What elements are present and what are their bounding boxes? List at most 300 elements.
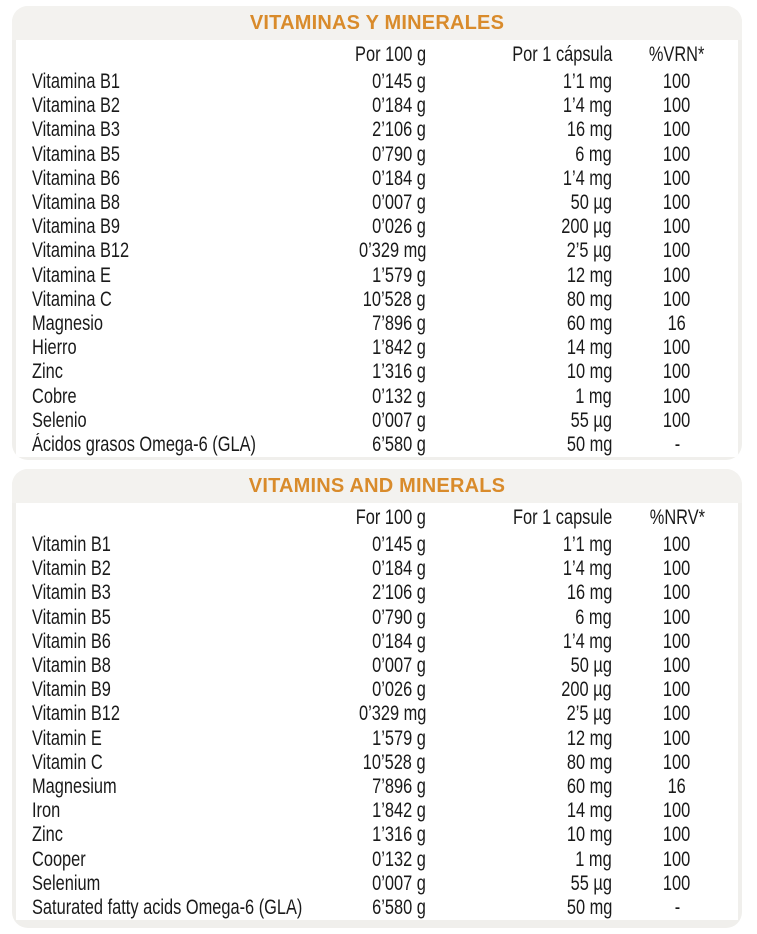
amount-per-capsule-text: 200 µg [561, 215, 612, 239]
nutrient-name-text: Magnesium [32, 774, 117, 798]
amount-per-capsule [426, 94, 612, 118]
amount-per-capsule-text: 50 mg [566, 895, 612, 919]
amount-per-100g [316, 239, 426, 263]
amount-per-capsule [426, 385, 612, 409]
amount-per-capsule-text: 6 mg [575, 605, 612, 629]
amount-per-100g-text: 0’007 g [372, 191, 426, 215]
nrv-percent [612, 94, 732, 118]
nutrient-name-text: Hierro [32, 336, 77, 360]
amount-per-capsule-text: 50 µg [570, 654, 612, 678]
nutrient-name-text: Vitamin B8 [32, 654, 111, 678]
nrv-percent-text: - [674, 432, 680, 456]
table-row [16, 264, 738, 288]
nutrient-name-text: Selenio [32, 408, 87, 432]
amount-per-100g-text: 1’842 g [372, 336, 426, 360]
amount-per-capsule [426, 143, 612, 167]
amount-per-capsule-text: 1’4 mg [562, 94, 612, 118]
nrv-percent [612, 288, 732, 312]
amount-per-capsule-text: 80 mg [566, 750, 612, 774]
amount-per-100g [316, 823, 426, 847]
nutrient-name [16, 264, 316, 288]
nutrient-name [16, 751, 316, 775]
nrv-percent-text: 100 [663, 360, 691, 384]
amount-per-capsule [426, 191, 612, 215]
nrv-percent-text: 100 [663, 336, 691, 360]
amount-per-capsule [426, 727, 612, 751]
nrv-percent-text: 100 [663, 629, 691, 653]
amount-per-100g [316, 606, 426, 630]
table-row [16, 654, 738, 678]
header-nutrient-name [16, 43, 316, 67]
table-row [16, 191, 738, 215]
nutrient-name [16, 557, 316, 581]
amount-per-100g-text: 0’145 g [372, 70, 426, 94]
amount-per-100g-text: 6’580 g [372, 895, 426, 919]
amount-per-capsule-text: 1’1 mg [562, 533, 612, 557]
amount-per-capsule-text: 1’4 mg [562, 629, 612, 653]
table-row [16, 678, 738, 702]
amount-per-100g [316, 336, 426, 360]
amount-per-100g-text: 0’007 g [372, 871, 426, 895]
nrv-percent [612, 630, 732, 654]
table-row [16, 94, 738, 118]
english-panel-title: VITAMINS AND MINERALS [12, 469, 742, 503]
amount-per-capsule-text: 12 mg [566, 726, 612, 750]
nrv-percent-text: 100 [663, 142, 691, 166]
amount-per-capsule-text: 60 mg [566, 311, 612, 335]
amount-per-100g [316, 896, 426, 920]
amount-per-capsule [426, 606, 612, 630]
amount-per-100g [316, 94, 426, 118]
nrv-percent-text: 16 [667, 774, 687, 798]
nrv-percent [612, 751, 732, 775]
amount-per-100g-text: 1’579 g [372, 726, 426, 750]
nutrient-name [16, 775, 316, 799]
amount-per-100g-text: 0’132 g [372, 847, 426, 871]
amount-per-capsule-text: 1’4 mg [562, 557, 612, 581]
nrv-percent [612, 799, 732, 823]
amount-per-capsule [426, 581, 612, 605]
nrv-percent-text: 100 [663, 750, 691, 774]
nrv-percent-text: 100 [663, 823, 691, 847]
nrv-percent [612, 143, 732, 167]
amount-per-capsule [426, 288, 612, 312]
nrv-percent [612, 239, 732, 263]
nrv-percent [612, 823, 732, 847]
amount-per-capsule [426, 167, 612, 191]
amount-per-100g [316, 167, 426, 191]
nrv-percent [612, 654, 732, 678]
nutrient-name-text: Vitamina B9 [32, 215, 121, 239]
amount-per-100g [316, 630, 426, 654]
nrv-percent [612, 848, 732, 872]
amount-per-100g-text: 1’316 g [372, 823, 426, 847]
amount-per-100g [316, 678, 426, 702]
amount-per-100g-text: 0’007 g [372, 408, 426, 432]
nutrient-name-text: Zinc [32, 823, 63, 847]
header-nrv-percent [612, 43, 732, 67]
amount-per-capsule-text: 1 mg [575, 847, 612, 871]
nutrient-name [16, 409, 316, 433]
amount-per-100g [316, 118, 426, 142]
amount-per-capsule [426, 239, 612, 263]
amount-per-capsule [426, 533, 612, 557]
table-row [16, 630, 738, 654]
nutrient-name [16, 433, 316, 457]
nrv-percent [612, 312, 732, 336]
nrv-percent-text: 100 [663, 118, 691, 142]
amount-per-100g-text: 10’528 g [363, 750, 426, 774]
nutrient-name [16, 167, 316, 191]
nutrient-name-text: Saturated fatty acids Omega-6 (GLA) [32, 895, 303, 919]
amount-per-capsule [426, 312, 612, 336]
amount-per-100g-text: 1’316 g [372, 360, 426, 384]
table-row [16, 606, 738, 630]
nutrient-name-text: Vitamina B2 [32, 94, 121, 118]
amount-per-capsule [426, 702, 612, 726]
nutrient-name [16, 118, 316, 142]
header-amount-per-100g [316, 43, 426, 67]
nrv-percent-text: 16 [667, 311, 687, 335]
amount-per-capsule-text: 1’4 mg [562, 166, 612, 190]
nrv-percent [612, 606, 732, 630]
amount-per-100g [316, 312, 426, 336]
nutrient-name-text: Vitamina B1 [32, 70, 121, 94]
amount-per-capsule-text: 1 mg [575, 384, 612, 408]
nutrient-name [16, 799, 316, 823]
nutrient-name [16, 143, 316, 167]
nrv-percent-text: 100 [663, 678, 691, 702]
nutrient-name-text: Ácidos grasos Omega-6 (GLA) [32, 432, 256, 456]
amount-per-capsule-text: 50 µg [570, 191, 612, 215]
nrv-percent [612, 533, 732, 557]
table-row [16, 288, 738, 312]
nrv-percent [612, 118, 732, 142]
amount-per-100g-text: 0’329 mg [358, 239, 426, 263]
nutrient-name [16, 215, 316, 239]
nutrient-name [16, 823, 316, 847]
nutrient-name [16, 606, 316, 630]
nutrient-name-text: Vitamin B5 [32, 605, 111, 629]
amount-per-capsule-text: 16 mg [566, 118, 612, 142]
amount-per-capsule [426, 751, 612, 775]
nrv-percent-text: 100 [663, 287, 691, 311]
amount-per-100g [316, 433, 426, 457]
nrv-percent-text: 100 [663, 94, 691, 118]
nrv-percent [612, 678, 732, 702]
nutrient-name-text: Vitamina E [32, 263, 111, 287]
nutrient-name-text: Vitamin B9 [32, 678, 111, 702]
nutrient-name-text: Vitamin B3 [32, 581, 111, 605]
table-row [16, 872, 738, 896]
nrv-percent-text: 100 [663, 557, 691, 581]
header-amount-per-100g-text: Por 100 g [354, 43, 426, 66]
nrv-percent [612, 70, 732, 94]
amount-per-capsule-text: 14 mg [566, 799, 612, 823]
header-amount-per-capsule-text: Por 1 cápsula [511, 43, 612, 66]
spanish-panel-title: VITAMINAS Y MINERALES [12, 6, 742, 40]
nrv-percent [612, 336, 732, 360]
amount-per-100g-text: 1’842 g [372, 799, 426, 823]
header-nrv-percent [612, 506, 732, 530]
header-amount-per-capsule [426, 43, 612, 67]
amount-per-100g-text: 0’329 mg [358, 702, 426, 726]
table-row [16, 215, 738, 239]
nutrient-name-text: Vitamina C [32, 287, 112, 311]
amount-per-100g [316, 70, 426, 94]
nutrient-name [16, 727, 316, 751]
amount-per-capsule [426, 360, 612, 384]
nutrient-name-text: Selenium [32, 871, 101, 895]
amount-per-capsule-text: 50 mg [566, 432, 612, 456]
table-row [16, 581, 738, 605]
table-header-row [16, 503, 738, 533]
table-row [16, 557, 738, 581]
amount-per-capsule-text: 200 µg [561, 678, 612, 702]
amount-per-100g-text: 0’026 g [372, 215, 426, 239]
nrv-percent-text: 100 [663, 726, 691, 750]
nutrient-name-text: Cooper [32, 847, 86, 871]
amount-per-capsule-text: 60 mg [566, 774, 612, 798]
header-amount-per-100g-text: For 100 g [355, 506, 426, 529]
nutrient-name [16, 288, 316, 312]
nutrient-name-text: Vitamina B3 [32, 118, 121, 142]
amount-per-capsule [426, 678, 612, 702]
table-row [16, 896, 738, 920]
table-row [16, 799, 738, 823]
amount-per-capsule [426, 872, 612, 896]
amount-per-100g-text: 0’184 g [372, 94, 426, 118]
nrv-percent [612, 215, 732, 239]
nrv-percent-text: 100 [663, 384, 691, 408]
nrv-percent [612, 409, 732, 433]
amount-per-capsule-text: 55 µg [570, 408, 612, 432]
amount-per-100g-text: 0’145 g [372, 533, 426, 557]
nrv-percent [612, 702, 732, 726]
amount-per-capsule [426, 799, 612, 823]
table-row [16, 360, 738, 384]
nutrient-name [16, 312, 316, 336]
amount-per-100g-text: 1’579 g [372, 263, 426, 287]
nrv-percent [612, 385, 732, 409]
nutrient-name [16, 678, 316, 702]
nutrient-name [16, 70, 316, 94]
nrv-percent-text: 100 [663, 408, 691, 432]
amount-per-capsule-text: 12 mg [566, 263, 612, 287]
amount-per-capsule-text: 80 mg [566, 287, 612, 311]
nrv-percent-text: 100 [663, 581, 691, 605]
table-row [16, 167, 738, 191]
table-row [16, 847, 738, 871]
table-row [16, 409, 738, 433]
amount-per-100g [316, 848, 426, 872]
amount-per-100g [316, 654, 426, 678]
amount-per-capsule [426, 896, 612, 920]
amount-per-100g [316, 799, 426, 823]
nrv-percent-text: 100 [663, 799, 691, 823]
amount-per-100g [316, 727, 426, 751]
amount-per-capsule-text: 16 mg [566, 581, 612, 605]
nutrient-name [16, 191, 316, 215]
amount-per-capsule [426, 264, 612, 288]
table-row [16, 702, 738, 726]
nutrient-name-text: Vitamina B8 [32, 191, 121, 215]
nrv-percent-text: 100 [663, 166, 691, 190]
english-table [16, 503, 738, 920]
amount-per-capsule [426, 557, 612, 581]
nutrient-name-text: Vitamina B5 [32, 142, 121, 166]
amount-per-capsule [426, 823, 612, 847]
amount-per-100g-text: 0’184 g [372, 629, 426, 653]
amount-per-100g-text: 2’106 g [372, 581, 426, 605]
nrv-percent-text: 100 [663, 215, 691, 239]
nutrient-name-text: Magnesio [32, 311, 104, 335]
nutrient-name-text: Vitamina B6 [32, 166, 121, 190]
nrv-percent-text: 100 [663, 263, 691, 287]
table-row [16, 70, 738, 94]
nutrient-name-text: Vitamin C [32, 750, 103, 774]
amount-per-100g [316, 775, 426, 799]
nutrient-name [16, 533, 316, 557]
amount-per-100g-text: 0’790 g [372, 142, 426, 166]
table-row [16, 239, 738, 263]
nutrient-name [16, 94, 316, 118]
nrv-percent-text: - [674, 895, 680, 919]
amount-per-100g-text: 7’896 g [372, 311, 426, 335]
table-row [16, 433, 738, 457]
nrv-percent [612, 557, 732, 581]
nutrient-name-text: Vitamin B12 [32, 702, 121, 726]
nrv-percent-text: 100 [663, 191, 691, 215]
table-header-row [16, 40, 738, 70]
nrv-percent [612, 433, 732, 457]
nutrient-name [16, 630, 316, 654]
amount-per-capsule-text: 6 mg [575, 142, 612, 166]
amount-per-100g [316, 702, 426, 726]
table-row [16, 118, 738, 142]
nutrient-name-text: Zinc [32, 360, 63, 384]
nrv-percent-text: 100 [663, 702, 691, 726]
nrv-percent [612, 581, 732, 605]
table-row [16, 775, 738, 799]
amount-per-capsule-text: 2’5 µg [567, 239, 612, 263]
amount-per-capsule [426, 775, 612, 799]
nrv-percent-text: 100 [663, 654, 691, 678]
header-nrv-percent-text: %VRN* [649, 43, 705, 66]
table-row [16, 384, 738, 408]
nutrient-name [16, 239, 316, 263]
amount-per-capsule-text: 14 mg [566, 336, 612, 360]
nutrient-name [16, 581, 316, 605]
table-row [16, 533, 738, 557]
amount-per-capsule [426, 848, 612, 872]
table-row [16, 751, 738, 775]
nutrient-name-text: Vitamin B6 [32, 629, 111, 653]
nrv-percent [612, 191, 732, 215]
header-amount-per-capsule-text: For 1 capsule [512, 506, 612, 529]
amount-per-100g [316, 751, 426, 775]
table-row [16, 312, 738, 336]
header-nrv-percent-text: %NRV* [649, 506, 705, 529]
amount-per-capsule-text: 55 µg [570, 871, 612, 895]
nutrient-name [16, 654, 316, 678]
nutrient-name [16, 872, 316, 896]
nrv-percent [612, 360, 732, 384]
table-row [16, 143, 738, 167]
nutrient-name-text: Vitamin E [32, 726, 102, 750]
amount-per-100g [316, 872, 426, 896]
nutrient-name-text: Iron [32, 799, 61, 823]
header-amount-per-100g [316, 506, 426, 530]
nutrient-name-text: Vitamin B1 [32, 533, 111, 557]
amount-per-100g-text: 10’528 g [363, 287, 426, 311]
nutrient-name [16, 896, 316, 920]
nrv-percent [612, 896, 732, 920]
nrv-percent-text: 100 [663, 871, 691, 895]
nrv-percent-text: 100 [663, 533, 691, 557]
spanish-table [16, 40, 738, 457]
amount-per-100g-text: 0’132 g [372, 384, 426, 408]
spanish-panel [12, 6, 742, 460]
nrv-percent-text: 100 [663, 605, 691, 629]
amount-per-capsule-text: 2’5 µg [567, 702, 612, 726]
english-panel [12, 469, 742, 928]
nrv-percent [612, 264, 732, 288]
amount-per-capsule-text: 10 mg [566, 823, 612, 847]
amount-per-100g [316, 557, 426, 581]
nrv-percent-text: 100 [663, 239, 691, 263]
amount-per-capsule [426, 118, 612, 142]
table-row [16, 823, 738, 847]
amount-per-100g [316, 533, 426, 557]
nutrient-name [16, 385, 316, 409]
amount-per-capsule [426, 654, 612, 678]
amount-per-100g-text: 2’106 g [372, 118, 426, 142]
nutrient-name-text: Cobre [32, 384, 77, 408]
header-nutrient-name [16, 506, 316, 530]
nrv-percent [612, 775, 732, 799]
amount-per-capsule [426, 215, 612, 239]
nrv-percent [612, 727, 732, 751]
nrv-percent [612, 167, 732, 191]
amount-per-100g-text: 6’580 g [372, 432, 426, 456]
amount-per-100g [316, 288, 426, 312]
nutrient-name [16, 360, 316, 384]
table-row [16, 336, 738, 360]
amount-per-100g [316, 385, 426, 409]
amount-per-100g [316, 360, 426, 384]
amount-per-capsule [426, 409, 612, 433]
amount-per-100g [316, 581, 426, 605]
amount-per-capsule [426, 630, 612, 654]
amount-per-100g-text: 0’184 g [372, 557, 426, 581]
amount-per-100g-text: 7’896 g [372, 774, 426, 798]
amount-per-100g-text: 0’790 g [372, 605, 426, 629]
amount-per-100g [316, 143, 426, 167]
amount-per-capsule-text: 10 mg [566, 360, 612, 384]
nutrient-name [16, 848, 316, 872]
nutrient-name [16, 336, 316, 360]
nrv-percent-text: 100 [663, 847, 691, 871]
amount-per-100g [316, 264, 426, 288]
nutrient-name-text: Vitamina B12 [32, 239, 130, 263]
nutrient-name-text: Vitamin B2 [32, 557, 111, 581]
amount-per-100g [316, 409, 426, 433]
nrv-percent-text: 100 [663, 70, 691, 94]
amount-per-100g-text: 0’026 g [372, 678, 426, 702]
header-amount-per-capsule [426, 506, 612, 530]
amount-per-100g-text: 0’184 g [372, 166, 426, 190]
